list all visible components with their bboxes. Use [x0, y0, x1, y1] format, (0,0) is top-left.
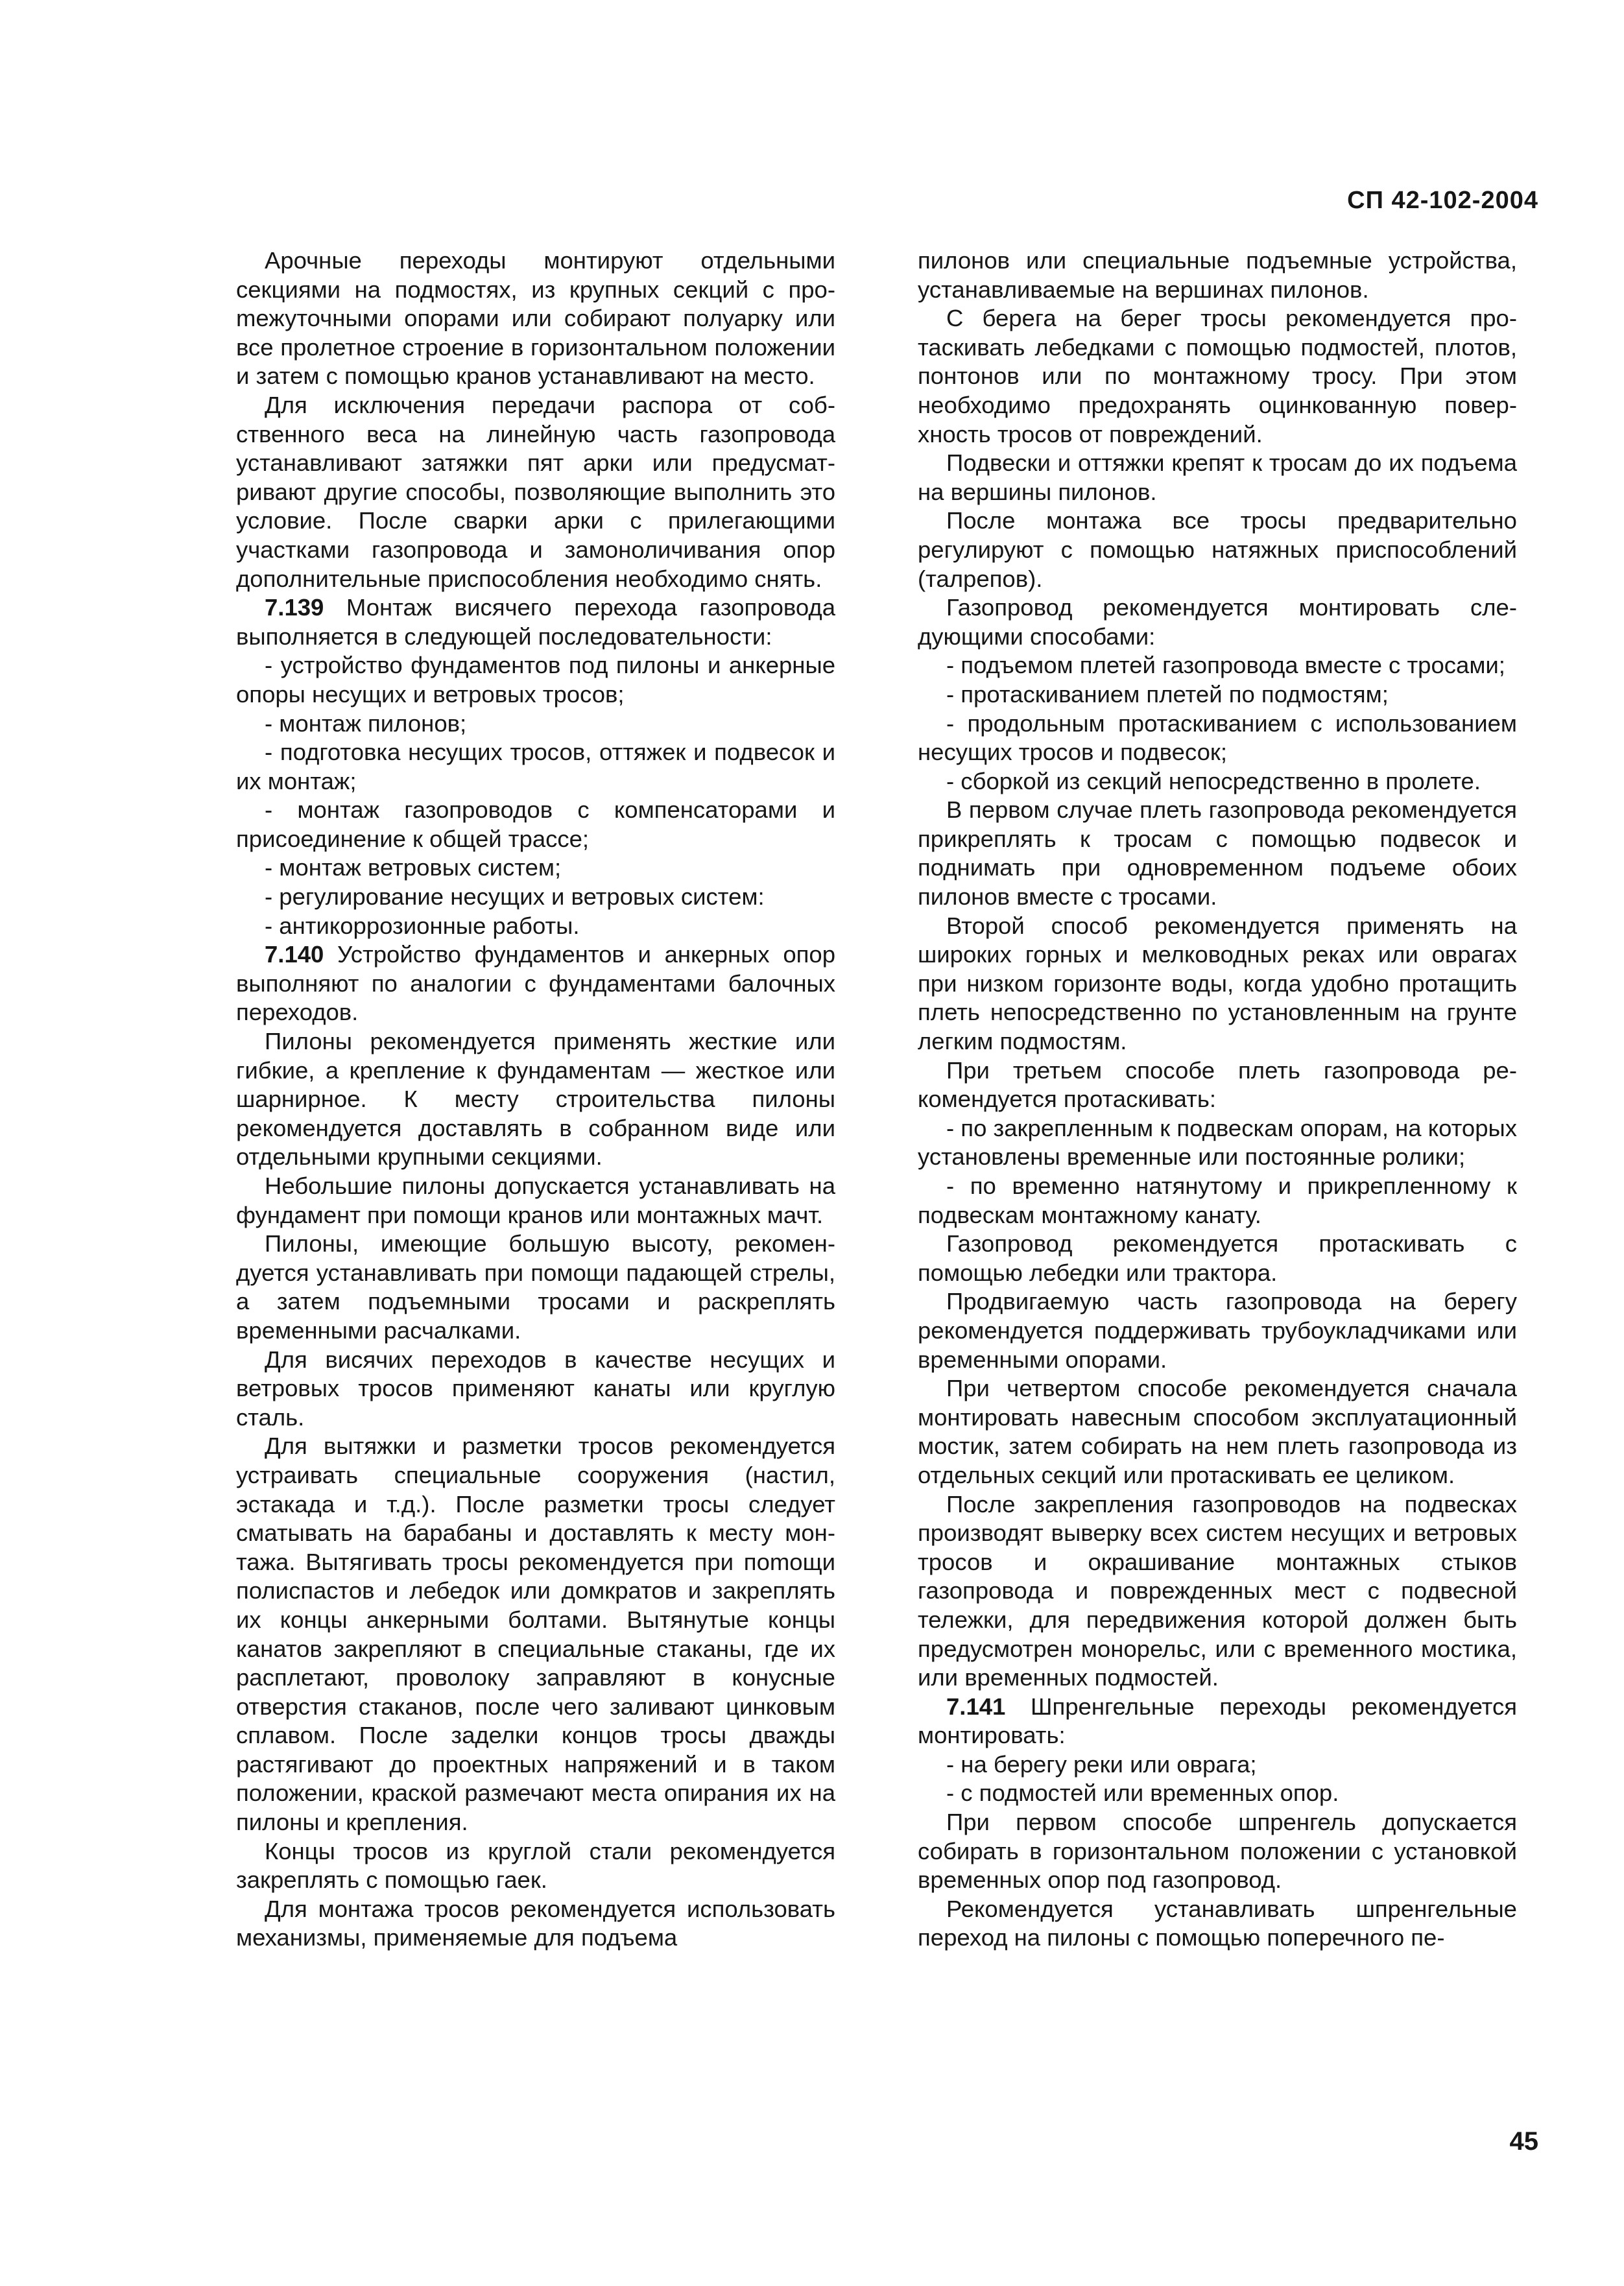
paragraph: [236, 1837, 835, 1895]
paragraph-text: - антикоррозионные работы.: [265, 912, 580, 939]
paragraph: [918, 1693, 1517, 1750]
paragraph-text: Небольшие пилоны допускается устанавливать на фундамент при помощи кранов или монтажных мачт.: [236, 1173, 835, 1228]
paragraph-text: - устройство фундаментов под пилоны и анкерные опоры несущих и ветровых тросов;: [236, 652, 835, 708]
paragraph-text: Для вытяжки и разметки тросов рекомендуется устраивать специальные сооружения (настил, эстакада и т.д.). После разметки тросы следует сматывать на барабаны и доставлять к месту монтажа. Вытягивать тросы рекомендуется при поmощи полиспастов и лебедок или домкратов и закреплять их концы анкерными болтами. Вытянутые концы канатов закрепляют в специальные стаканы, где их расплетают, проволоку заправляют в конусные отверстия стаканов, после чего заливают цинковым сплавом. После заделки концов тросы дважды растягивают до проектных напряжений и в таком положении, краской размечают места опирания их на пилоны и крепления.: [236, 1433, 835, 1836]
paragraph: [918, 246, 1517, 304]
paragraph-text: Концы тросов из круглой стали рекомендуется закреплять с помощью гаек.: [236, 1837, 835, 1894]
paragraph: [918, 1056, 1517, 1114]
paragraph: [236, 853, 835, 883]
paragraph-text: Для исключения передачи распора от собственного веса на линейную часть газопровода устанавливают затяжки пят арки или предусматривают другие способы, позволяющие выполнить это условие. После сварки арки с прилегающими участками газопровода и замоноличивания опор дополнительные приспособления необходимо снять.: [236, 391, 835, 592]
paragraph: [918, 506, 1517, 593]
paragraph-text: - продольным протаскиванием с использованием несущих тросов и подвесок;: [918, 709, 1517, 766]
paragraph-text: - подготовка несущих тросов, оттяжек и подвесок и их монтаж;: [236, 739, 835, 794]
paragraph: [236, 1230, 835, 1345]
paragraph: [918, 912, 1517, 1056]
paragraph-text: Пилоны рекомендуется применять жесткие или гибкие, а крепление к фундаментам — жесткое или шарнирное. К месту строительства пилоны рекомендуется доставлять в собранном виде или отдельными крупными секциями.: [236, 1028, 835, 1171]
paragraph: [236, 883, 835, 912]
paragraph: [918, 1808, 1517, 1895]
paragraph: [918, 1374, 1517, 1490]
paragraph-text: - подъемом плетей газопровода вместе с тросами;: [946, 652, 1505, 679]
paragraph-text: Для монтажа тросов рекомендуется использовать механизмы, применяемые для подъема: [236, 1895, 835, 1951]
paragraph-text: Устройство фундаментов и анкерных опор выполняют по аналогии с фундаментами балочных переходов.: [236, 941, 835, 1026]
paragraph-text: Газопровод рекомендуется протаскивать с помощью лебедки или трактора.: [918, 1230, 1517, 1286]
paragraph-text: Второй способ рекомендуется применять на широких горных и мелководных реках или оврагах при низком горизонте воды, когда удобно протащить плеть непосредственно по установленным на грунте легким подмостям.: [918, 912, 1517, 1055]
paragraph-text: Газопровод рекомендуется монтировать следующими способами:: [918, 594, 1517, 650]
page-number: 45: [1509, 2127, 1538, 2156]
paragraph: [236, 912, 835, 941]
clause-number: 7.140: [265, 941, 324, 968]
paragraph: [236, 391, 835, 593]
paragraph-text: Для висячих переходов в качестве несущих и ветровых тросов применяют канаты или круглую сталь.: [236, 1346, 835, 1431]
paragraph: [918, 1230, 1517, 1287]
paragraph: [918, 449, 1517, 506]
right-text-column: [918, 246, 1517, 1953]
paragraph-text: Шпренгельные переходы рекомендуется монтировать:: [918, 1693, 1517, 1749]
document-code-header: СП 42-102-2004: [1347, 187, 1538, 214]
clause-number: 7.141: [946, 1693, 1006, 1720]
left-text-column: [236, 246, 835, 1953]
paragraph-text: При четвертом способе рекомендуется сначала монтировать навесным способом эксплуатационный мостик, затем собирать на нем плеть газопровода из отдельных секций или протаскивать ее целиком.: [918, 1375, 1517, 1488]
paragraph: [236, 1895, 835, 1953]
paragraph-text: После закрепления газопроводов на подвесках производят выверку всех систем несущих и ветровых тросов и окрашивание монтажных стыков газопровода и поврежденных мест с подвесной тележки, для передвижения которой должен быть предусмотрен монорельс, или с временного мостика, или временных подмостей.: [918, 1490, 1517, 1691]
paragraph: [918, 1172, 1517, 1230]
paragraph: [236, 738, 835, 796]
paragraph-text: - по временно натянутому и прикрепленному к подвескам монтажному канату.: [918, 1173, 1517, 1228]
paragraph: [918, 767, 1517, 796]
paragraph-text: - монтаж пилонов;: [265, 709, 467, 737]
paragraph: [918, 1490, 1517, 1693]
paragraph-text: При первом способе шпренгель допускается собирать в горизонтальном положении с установкой временных опор под газопровод.: [918, 1809, 1517, 1894]
paragraph: [236, 1432, 835, 1837]
paragraph: [918, 709, 1517, 767]
paragraph-text: После монтажа все тросы предварительно регулируют с помощью натяжных приспособлений (талрепов).: [918, 507, 1517, 592]
paragraph: [918, 651, 1517, 680]
paragraph: [918, 680, 1517, 709]
paragraph: [918, 593, 1517, 651]
paragraph-text: Пилоны, имеющие большую высоту, рекомендуется устанавливать при помощи падающей стрелы, а затем подъемными тросами и раскреплять временными расчалками.: [236, 1230, 835, 1344]
paragraph-text: При третьем способе плеть газопровода рекомендуется протаскивать:: [918, 1056, 1517, 1113]
paragraph: [236, 1346, 835, 1433]
paragraph-text: Арочные переходы монтируют отдельными секциями на подмостях, из крупных секций с проmежуточными опорами или собирают полуарку или все пролетное строение в горизонтальном положении и затем с помощью кранов устанавливают на место.: [236, 247, 835, 390]
paragraph: [918, 1779, 1517, 1808]
paragraph: [236, 246, 835, 391]
paragraph: [236, 709, 835, 739]
paragraph: [918, 1895, 1517, 1953]
paragraph: [236, 651, 835, 709]
paragraph-text: - по закрепленным к подвескам опорам, на которых установлены временные или постоянные ролики;: [918, 1114, 1517, 1171]
paragraph-text: - монтаж газопроводов с компенсаторами и присоединение к общей трассе;: [236, 796, 835, 852]
paragraph-text: - монтаж ветровых систем;: [265, 854, 562, 881]
paragraph-text: Подвески и оттяжки крепят к тросам до их подъема на вершины пилонов.: [918, 449, 1517, 505]
paragraph-text: - протаскиванием плетей по подмостям;: [946, 680, 1389, 708]
paragraph: [918, 1114, 1517, 1172]
paragraph-text: В первом случае плеть газопровода рекомендуется прикреплять к тросам с помощью подвесок и поднимать при одновременном подъеме обоих пилонов вместе с тросами.: [918, 796, 1517, 911]
paragraph-text: пилонов или специальные подъемные устройства, устанавливаемые на вершинах пилонов.: [918, 247, 1517, 303]
paragraph: [236, 1027, 835, 1172]
paragraph: [236, 593, 835, 651]
paragraph: [236, 1172, 835, 1230]
paragraph-text: С берега на берег тросы рекомендуется протаскивать лебедками с помощью подмостей, плотов, понтонов или по монтажному тросу. При этом необходимо предохранять оцинкованную поверхность тросов от повреждений.: [918, 305, 1517, 447]
clause-number: 7.139: [265, 594, 324, 621]
paragraph-text: - на берегу реки или оврага;: [946, 1750, 1257, 1778]
paragraph: [918, 1287, 1517, 1374]
paragraph: [236, 796, 835, 853]
paragraph-text: Продвигаемую часть газопровода на берегу рекомендуется поддерживать трубоукладчиками или временными опорами.: [918, 1288, 1517, 1373]
paragraph-text: Монтаж висячего перехода газопровода выполняется в следующей последовательности:: [236, 594, 835, 650]
paragraph: [236, 940, 835, 1027]
paragraph-text: - регулирование несущих и ветровых систем:: [265, 883, 765, 911]
paragraph: [918, 304, 1517, 449]
paragraph: [918, 796, 1517, 911]
paragraph-text: Рекомендуется устанавливать шпренгельные переход на пилоны с помощью поперечного пе-: [918, 1895, 1517, 1951]
paragraph: [918, 1750, 1517, 1780]
paragraph-text: - сборкой из секций непосредственно в пролете.: [946, 767, 1481, 794]
paragraph-text: - с подмостей или временных опор.: [946, 1780, 1339, 1807]
